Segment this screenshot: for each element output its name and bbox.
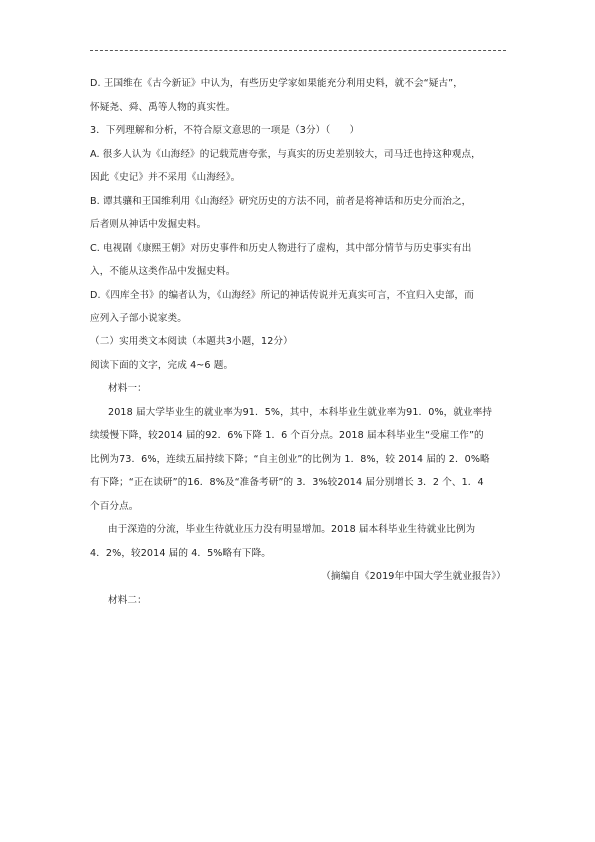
question-3-option-b-line-1: B. 谭其骧和王国维利用《山海经》研究历史的方法不同，前者是将神话和历史分而治之， — [90, 195, 472, 207]
section-2-header — [90, 330, 506, 377]
material-1-source: （摘编自《2019年中国大学生就业报告》） — [321, 571, 506, 582]
question-3-option-c-line-2: 入，不能从这类作品中发掘史料。 — [90, 266, 236, 277]
material-1-p1-line-1: 2018 届大学毕业生的就业率为91．5%，其中，本科毕业生就业率为91．0%，就业率持 — [108, 406, 493, 418]
material-1-p2-line-1: 由于深造的分流，毕业生待就业压力没有明显增加。2018 届本科毕业生待就业比例为 — [108, 524, 476, 535]
material-1-p1-line-4: 有下降；“正在读研”的16．8%及“准备考研”的 3．3%较2014 届分别增长 3．2 个、1．4 — [90, 477, 484, 488]
option-d-previous-question — [90, 72, 506, 119]
material-1-label: 材料一： — [108, 383, 147, 394]
question-3-option-d-line-2: 应列入子部小说家类。 — [90, 313, 187, 324]
material-2-label: 材料二： — [108, 594, 147, 606]
question-3-option-d-line-1: D.《四库全书》的编者认为，《山海经》所记的神话传说并无真实可言，不宜归入史部，而 — [90, 289, 474, 301]
question-3-option-a-line-1: A. 很多人认为《山海经》的记载荒唐夸张，与真实的历史差别较大，司马迁也持这种观点， — [90, 148, 481, 160]
question-3-option-a-line-2: 因此《史记》并不采用《山海经》。 — [90, 172, 241, 183]
section-2-instruction: 阅读下面的文字，完成 4~6 题。 — [90, 359, 234, 371]
question-3 — [90, 119, 506, 331]
option-d-line-2: 怀疑尧、舜、禹等人物的真实性。 — [90, 101, 236, 113]
material-1 — [90, 377, 506, 612]
section-2-heading: （二）实用类文本阅读（本题共3小题，12分） — [90, 336, 293, 347]
question-3-stem: 3．下列理解和分析，不符合原文意思的一项是（3分）（ ） — [90, 125, 360, 136]
header-dashed-rule — [90, 50, 506, 51]
question-3-option-c-line-1: C. 电视剧《康熙王朝》对历史事件和历史人物进行了虚构，其中部分情节与历史事实有出 — [90, 242, 472, 254]
material-1-p1-line-3: 比例为73．6%，连续五届持续下降；“自主创业”的比例为 1．8%，较 2014 届的 2．0%略 — [90, 453, 490, 465]
material-1-p1-line-5: 个百分点。 — [90, 500, 139, 512]
material-1-p1-line-2: 续缓慢下降，较2014 届的92．6%下降 1．6 个百分点。2018 届本科毕业生“受雇工作”的 — [90, 430, 484, 441]
option-d-line-1: D. 王国维在《古今新证》中认为，有些历史学家如果能充分利用史料，就不会“疑古”， — [90, 78, 463, 89]
question-3-option-b-line-2: 后者则从神话中发掘史料。 — [90, 219, 207, 230]
material-1-p2-line-2: 4．2%，较2014 届的 4．5%略有下降。 — [90, 547, 271, 559]
